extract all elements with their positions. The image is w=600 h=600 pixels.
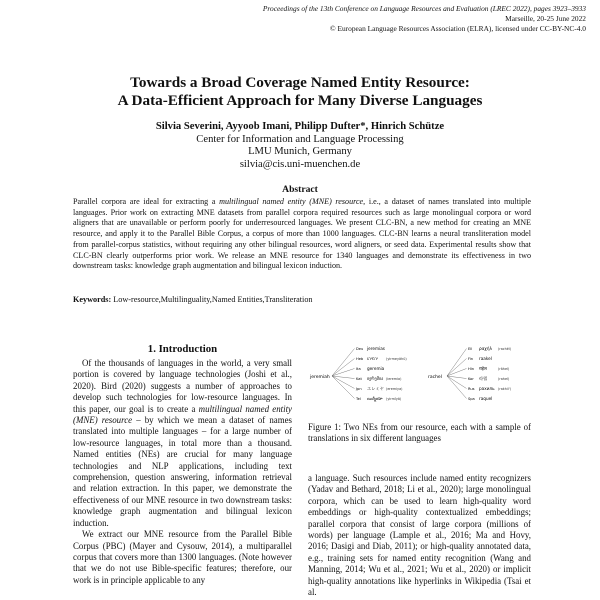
transliteration: (rahel) <box>498 377 510 381</box>
location-line: Marseille, 20-25 June 2022 <box>505 14 586 24</box>
abstract-text-2: , i.e., a dataset of names translated into multiple languages. Prior work on extracting MNE datasets from parallel corpora required resources such as large monolingual corpora or word aligners that are unavailable or perform poorly for underresourced languages. We present CLC-BN, a new method for creating an MNE resource, and apply it to the Parallel Bible Corpus, a corpus of more than 1000 languages. CLC-BN learns a neural transliteration model from parallel-corpus statistics, without requiring any other bilingual resources, word aligners, or seed data. Experimental results show that CLC-BN clearly outperforms prior work. We release an MNE resource for 1340 languages and demonstrate its effectiveness in two downstream tasks: knowledge graph augmentation and bilingual lexicon induction. <box>73 197 531 271</box>
keywords-text: Low-resource,Multilinguality,Named Entities,Transliteration <box>113 295 313 304</box>
translation-link <box>332 376 355 399</box>
translated-name: యిర్మీయా <box>367 396 383 401</box>
abstract-heading: Abstract <box>282 184 318 195</box>
intro-p1-text-b: – by which we mean a dataset of names translated into multiple languages – for a large number of low-resource languages, in total more than a thousand. Named entities (NEs) are crucial for many language technologies and NLP applications, including text comprehension, question answering, information retrieval and relation extraction. In this paper, we demonstrate the effectiveness of our MNE resource in two downstream tasks: knowledge graph augmentation and bilingual lexicon induction. <box>73 415 293 528</box>
right-column: a language. Such resources include named entity recognizers (Yadav and Bethard, 2018; Li et al., 2020); large monolingual corpora, which can be used to learn high-quality word embeddings or high-quality contextualized embeddings; parallel corpora that consist of large corpora (millions of words) per language (Lample et al., 2016; Ma and Hovy, 2016; Dasigi and Diab, 2011); or high-quality annotated data, e.g., training sets for named entity recognition (Wang and Manning, 2014; Wu et al., 2021; Wu et al., 2020) or implicit high-quality annotations like hyperlinks in Wikipedia (Tsai et al. <box>308 473 531 598</box>
transliteration: (yirmīyā) <box>386 397 402 401</box>
transliteration: (rachēl) <box>498 347 512 351</box>
title-line-2: A Data-Efficient Approach for Many Diverse Languages <box>117 92 483 109</box>
translation-link <box>447 376 467 399</box>
translation-link <box>332 369 355 377</box>
ne1-translations <box>332 346 407 402</box>
translated-name: 라헬 <box>479 376 488 381</box>
introduction-heading: 1. Introduction <box>147 343 218 355</box>
paper-title <box>0 74 600 110</box>
translation-link <box>332 349 355 377</box>
license-line: © European Language Resources Association (ELRA), licensed under CC-BY-NC-4.0 <box>329 24 586 34</box>
language-code: Ita <box>356 367 361 371</box>
conference-line: Proceedings of the 13th Conference on Language Resources and Evaluation (LREC 2022), pages 3923–3933 <box>262 4 586 13</box>
ne2-translations <box>447 346 512 401</box>
translated-name: エレミヤ <box>367 386 384 391</box>
translation-link <box>447 376 467 379</box>
abstract-italic-term: multilingual named entity (MNE) resource <box>219 197 364 206</box>
ne2-source-word: rachel <box>428 375 442 380</box>
transliteration: (eremiya) <box>386 387 403 391</box>
affiliation-line-2: LMU Munich, Germany <box>248 146 352 157</box>
language-code: Heb <box>356 357 364 361</box>
intro-p1-italic: multilingual named entity (MNE) resource <box>73 403 292 426</box>
language-code: Fin <box>468 357 474 361</box>
translation-link <box>332 359 355 377</box>
translated-name: ραχήλ <box>479 346 492 351</box>
language-code: Ell <box>468 347 473 351</box>
abstract-body <box>73 197 531 272</box>
keywords-label: Keywords: <box>73 295 112 304</box>
intro-paragraph-2: We extract our MNE resource from the Parallel Bible Corpus (PBC) (Mayer and Cysouw, 2014), a multiparallel corpus that covers more than 1300 languages. (Note however that we do not use Bible-specific features; therefore, our work is in principle applicable to any <box>73 529 292 585</box>
translation-link <box>447 376 467 389</box>
language-code: Rus <box>468 387 475 391</box>
transliteration: (ieremia) <box>386 377 402 381</box>
language-code: Hin <box>468 367 474 371</box>
figure-1 <box>308 342 531 408</box>
author-names: Silvia Severini, Ayyoob Imani, Philipp Dufter*, Hinrich Schütze <box>155 121 445 132</box>
translated-name: рахиль <box>479 386 495 391</box>
translated-name: geremia <box>367 366 385 371</box>
translation-link <box>332 376 355 379</box>
translated-name: იერემია <box>367 376 384 381</box>
language-code: Jpn <box>356 387 362 391</box>
transliteration: (rāhel) <box>498 367 510 371</box>
author-block <box>0 121 600 171</box>
transliteration: (rakhil') <box>498 387 512 391</box>
conference-header <box>146 4 586 35</box>
left-column <box>73 358 292 586</box>
translated-name: ירמיהו <box>367 356 378 361</box>
affiliation-line-1: Center for Information and Language Processing <box>196 133 404 145</box>
translation-link <box>332 376 355 389</box>
language-code: Kor <box>468 377 474 381</box>
title-line-1: Towards a Broad Coverage Named Entity Resource: <box>130 74 470 91</box>
ne1-source-word: jeremiah <box>310 375 330 380</box>
keywords-line <box>73 295 531 304</box>
language-code: Deu <box>356 347 364 351</box>
translation-link <box>447 359 467 377</box>
translation-link <box>447 349 467 377</box>
translated-name: raquel <box>479 396 493 401</box>
figure-caption: Figure 1: Two NEs from our resource, each with a sample of translations in six different languages <box>308 422 531 444</box>
translation-link <box>447 369 467 377</box>
intro-paragraph-1 <box>73 358 292 529</box>
author-email: silvia@cis.uni-muenchen.de <box>239 158 361 170</box>
abstract-text-1: Parallel corpora are ideal for extracting a <box>73 197 220 206</box>
translated-name: raakel <box>479 356 492 361</box>
language-code: Tel <box>356 397 361 401</box>
translated-name: राहेल <box>479 366 487 371</box>
ne-translation-diagram <box>308 342 531 408</box>
language-code: Spa <box>468 397 475 401</box>
translated-name: jeremias <box>367 346 385 351</box>
intro-p1-text-a: Of the thousands of languages in the world, a very small portion is covered by language technologies (Joshi et al., 2020). Bird (2020) suggests a number of approaches to develop such technologies for low-resource languages. In this paper, our goal is to create a <box>73 358 292 414</box>
transliteration: (yirmeyāhū) <box>386 357 407 361</box>
language-code: Kat <box>356 377 362 381</box>
